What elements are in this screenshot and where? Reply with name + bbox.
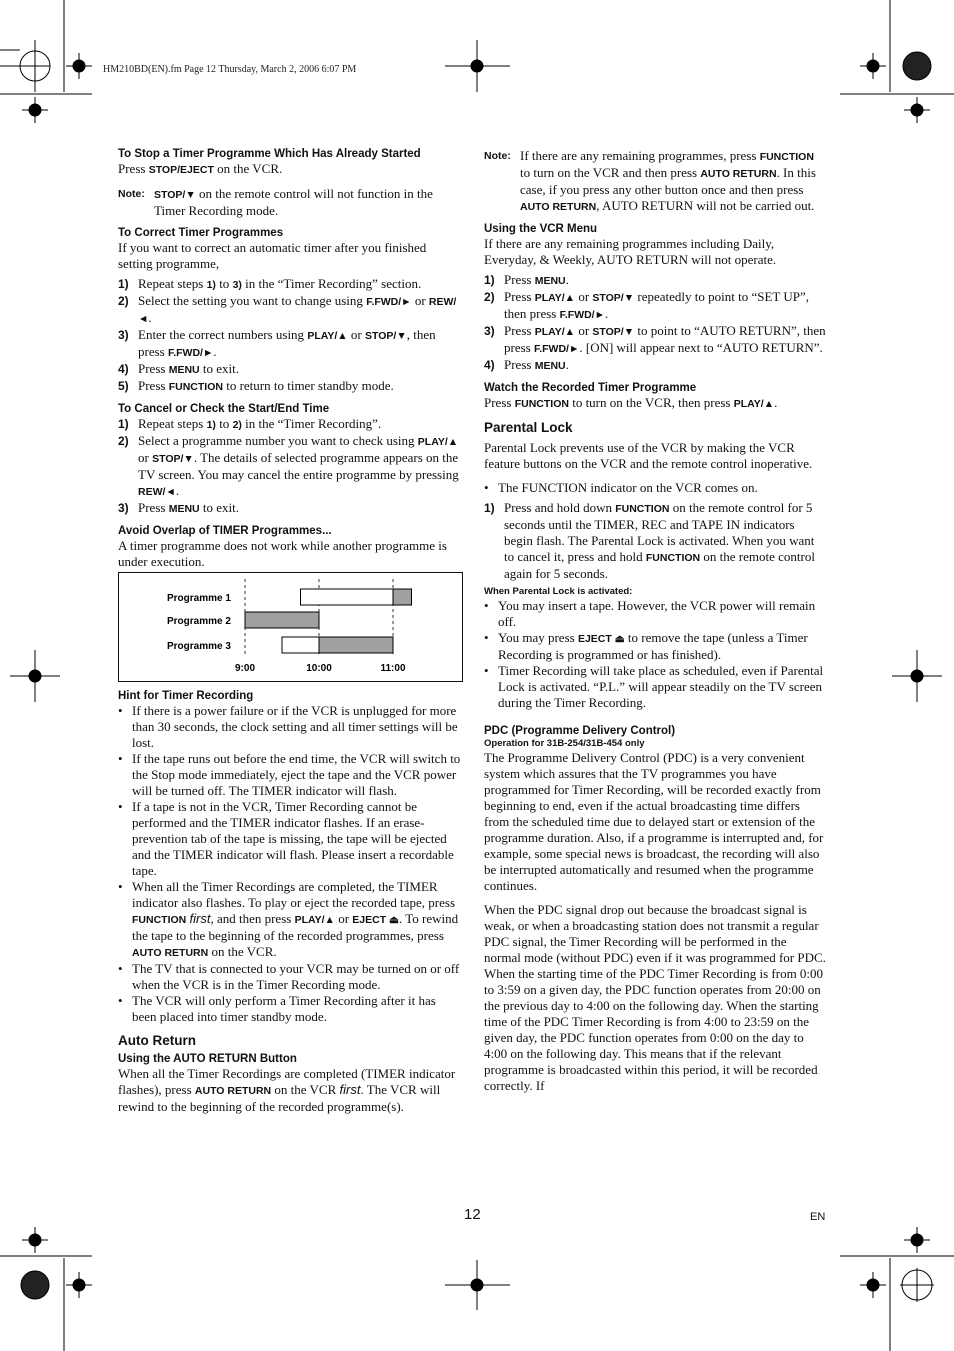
list-item: • Timer Recording will take place as scheduled, even if Parental Lock is activated. “P.L.” will appear steadily on the TV screen during the Timer Recording. xyxy=(484,663,824,710)
list-item: • You may press EJECT ⏏ to remove the tape (unless a Timer Recording is programmed or has finished). xyxy=(484,630,808,662)
file-header: HM210BD(EN).fm Page 12 Thursday, March 2, 2006 6:07 PM xyxy=(103,64,357,75)
hint-list xyxy=(118,703,463,1025)
overlap-text: A timer programme does not work while another programme is under execution. xyxy=(118,538,447,569)
list-item: 4) Press MENU. xyxy=(484,357,569,372)
list-item: • If the tape runs out before the end time, the VCR will switch to the Stop mode immediately, eject the tape and the VCR power will be turned off. The TIMER indicator will flash. xyxy=(118,751,461,798)
correct-intro: If you want to correct an automatic timer after you finished setting programme, xyxy=(118,240,427,271)
pdc-paragraph-1: The Programme Delivery Control (PDC) is a very convenient system which assures that the TV programmes you have programmed for Timer Recording, will be recorded exactly from beginning to end, even if the actual broadcasting time differs from the scheduled time due to delayed start or extension of the programme duration. Also, if a programme is interrupted and, for example, some special news is broadcast, the recording will also be interrupted automatically and resumed when the programme continues. xyxy=(484,750,824,893)
list-item: 1) Press and hold down FUNCTION on the remote control for 5 seconds until the TIMER, REC and TAPE IN indicators begin flash. The Parental Lock is activated. When you want to cancel it, press and hold FUNCTION on the remote control again for 5 seconds. xyxy=(484,500,815,581)
row-label: Programme 3 xyxy=(167,641,231,652)
list-item: 1) Repeat steps 1) to 2) in the “Timer Recording”. xyxy=(118,416,382,431)
vcr-menu-title: Using the VCR Menu xyxy=(484,223,598,235)
recorded-bar xyxy=(393,589,412,605)
stop-timer-title: To Stop a Timer Programme Which Has Already Started xyxy=(118,148,421,160)
list-item: 2) Select the setting you want to change using F.FWD/► or REW/◄. xyxy=(118,293,457,325)
pdc-paragraph-2: When the PDC signal drop out because the broadcast signal is weak, or when a broadcasting station does not transmit a regular PDC signal, the Timer Recording will be performed in the normal mode (without PDC) even if it was programmed for PDC. When the starting time of the PDC Timer Recording is from 0:00 to 3:59 on a given day, the PDC function operates from 20:00 on the previous day to 4:00 on the following day. When the starting time of the PDC Timer Recording is from 4:00 to 23:59 on the given day, the PDC function operates from 0:00 on the day to 4:00 on the following day. This means that if the relevant programme is broadcasted within this period, it will be recorded correctly. If xyxy=(484,902,826,1093)
list-item: 3) Press MENU to exit. xyxy=(118,500,239,515)
x-tick-label: 9:00 xyxy=(234,663,256,674)
parental-steps xyxy=(484,500,826,582)
vcr-menu-intro: If there are any remaining programmes including Daily, Everyday, & Weekly, AUTO RETURN will not operate. xyxy=(484,236,777,267)
timer-overlap-chart xyxy=(118,572,463,682)
pdc-title: PDC (Programme Delivery Control) xyxy=(484,725,676,737)
list-item: • The FUNCTION indicator on the VCR comes on. xyxy=(484,480,758,495)
x-tick-label: 11:00 xyxy=(380,663,406,674)
x-tick-label: 10:00 xyxy=(306,663,332,674)
list-item: • You may insert a tape. However, the VCR power will remain off. xyxy=(484,598,816,629)
cancel-steps xyxy=(118,416,463,517)
auto-return-text: When all the Timer Recordings are completed (TIMER indicator flashes), press AUTO RETURN on the VCR first. The VCR will rewind to the beginning of the recorded programme(s). xyxy=(118,1066,456,1114)
list-item: • If there is a power failure or if the VCR is unplugged for more than 30 seconds, the clock setting and all timer settings will be lost. xyxy=(118,703,458,750)
list-item: • When all the Timer Recordings are completed, the TIMER indicator also flashes. To play or eject the recorded tape, press FUNCTION first, and then press PLAY/▲ or EJECT ⏏. To rewind the tape to the beginning of the recorded programmes, press AUTO RETURN on the VCR. xyxy=(118,879,459,959)
list-item: 4) Press MENU to exit. xyxy=(118,361,239,376)
row-label: Programme 2 xyxy=(167,616,231,627)
recorded-bar xyxy=(319,637,393,653)
correct-timer-title: To Correct Timer Programmes xyxy=(118,227,284,239)
overlap-title: Avoid Overlap of TIMER Programmes... xyxy=(118,525,332,537)
activated-title: When Parental Lock is activated: xyxy=(484,586,633,597)
list-item: • If a tape is not in the VCR, Timer Recording cannot be performed and the TIMER indicator flashes. If an erase-prevention tab of the tape is missing, the tape will be ejected and the TIMER indicator will flash. Please insert a recordable tape. xyxy=(118,799,454,878)
watch-text: Press FUNCTION to turn on the VCR, then press PLAY/▲. xyxy=(484,395,778,410)
hint-title: Hint for Timer Recording xyxy=(118,690,254,702)
recorded-bar xyxy=(245,612,319,628)
correct-steps xyxy=(118,276,463,395)
list-item: 2) Press PLAY/▲ or STOP/▼ repeatedly to point to “SET UP”, then press F.FWD/►. xyxy=(484,289,809,321)
parental-lock-title: Parental Lock xyxy=(484,420,573,435)
list-item: 1) Press MENU. xyxy=(484,272,569,287)
list-item: 2) Select a programme number you want to check using PLAY/▲ or STOP/▼. The details of selected programme appears on the TV screen. You may cancel the entire programme by pressing REW/◄. xyxy=(118,433,459,498)
timeline-svg xyxy=(119,573,462,681)
scheduled-bar xyxy=(301,589,394,605)
activated-list xyxy=(484,598,826,711)
page-number: 12 xyxy=(464,1206,481,1223)
right-column xyxy=(484,148,826,1094)
list-item: 1) Repeat steps 1) to 3) in the “Timer Recording” section. xyxy=(118,276,422,291)
list-item: 3) Press PLAY/▲ or STOP/▼ to point to “AUTO RETURN”, then press F.FWD/►. [ON] will appear next to “AUTO RETURN”. xyxy=(484,323,826,355)
list-item: • The TV that is connected to your VCR may be turned on or off when the VCR is in the Timer Recording mode. xyxy=(118,961,460,992)
list-item: • The VCR will only perform a Timer Recording after it has been placed into timer standby mode. xyxy=(118,993,436,1024)
stop-note: Note: STOP/▼ on the remote control will not function in the Timer Recording mode. xyxy=(118,186,433,218)
list-item: 3) Enter the correct numbers using PLAY/▲ or STOP/▼, then press F.FWD/►. xyxy=(118,327,436,359)
stop-timer-text: Press STOP/EJECT on the VCR. xyxy=(118,161,283,176)
row-label: Programme 1 xyxy=(167,593,231,604)
parental-bullets xyxy=(484,480,826,496)
auto-return-title: Auto Return xyxy=(118,1033,196,1048)
auto-return-note: Note: If there are any remaining programmes, press FUNCTION to turn on the VCR and then press AUTO RETURN. In this case, if you press any other button once and then press AUTO RETURN, AUTO RETURN will not be carried out. xyxy=(484,148,816,213)
language-code: EN xyxy=(810,1211,826,1223)
parental-intro: Parental Lock prevents use of the VCR by making the VCR feature buttons on the VCR and the remote control inoperative. xyxy=(484,440,813,471)
pdc-subtitle: Operation for 31B-254/31B-454 only xyxy=(484,738,645,749)
watch-title: Watch the Recorded Timer Programme xyxy=(484,382,697,394)
list-item: 5) Press FUNCTION to return to timer standby mode. xyxy=(118,378,394,393)
menu-steps xyxy=(484,272,826,374)
left-column xyxy=(118,148,463,1115)
auto-return-subtitle: Using the AUTO RETURN Button xyxy=(118,1053,297,1065)
cancel-check-title: To Cancel or Check the Start/End Time xyxy=(118,403,330,415)
